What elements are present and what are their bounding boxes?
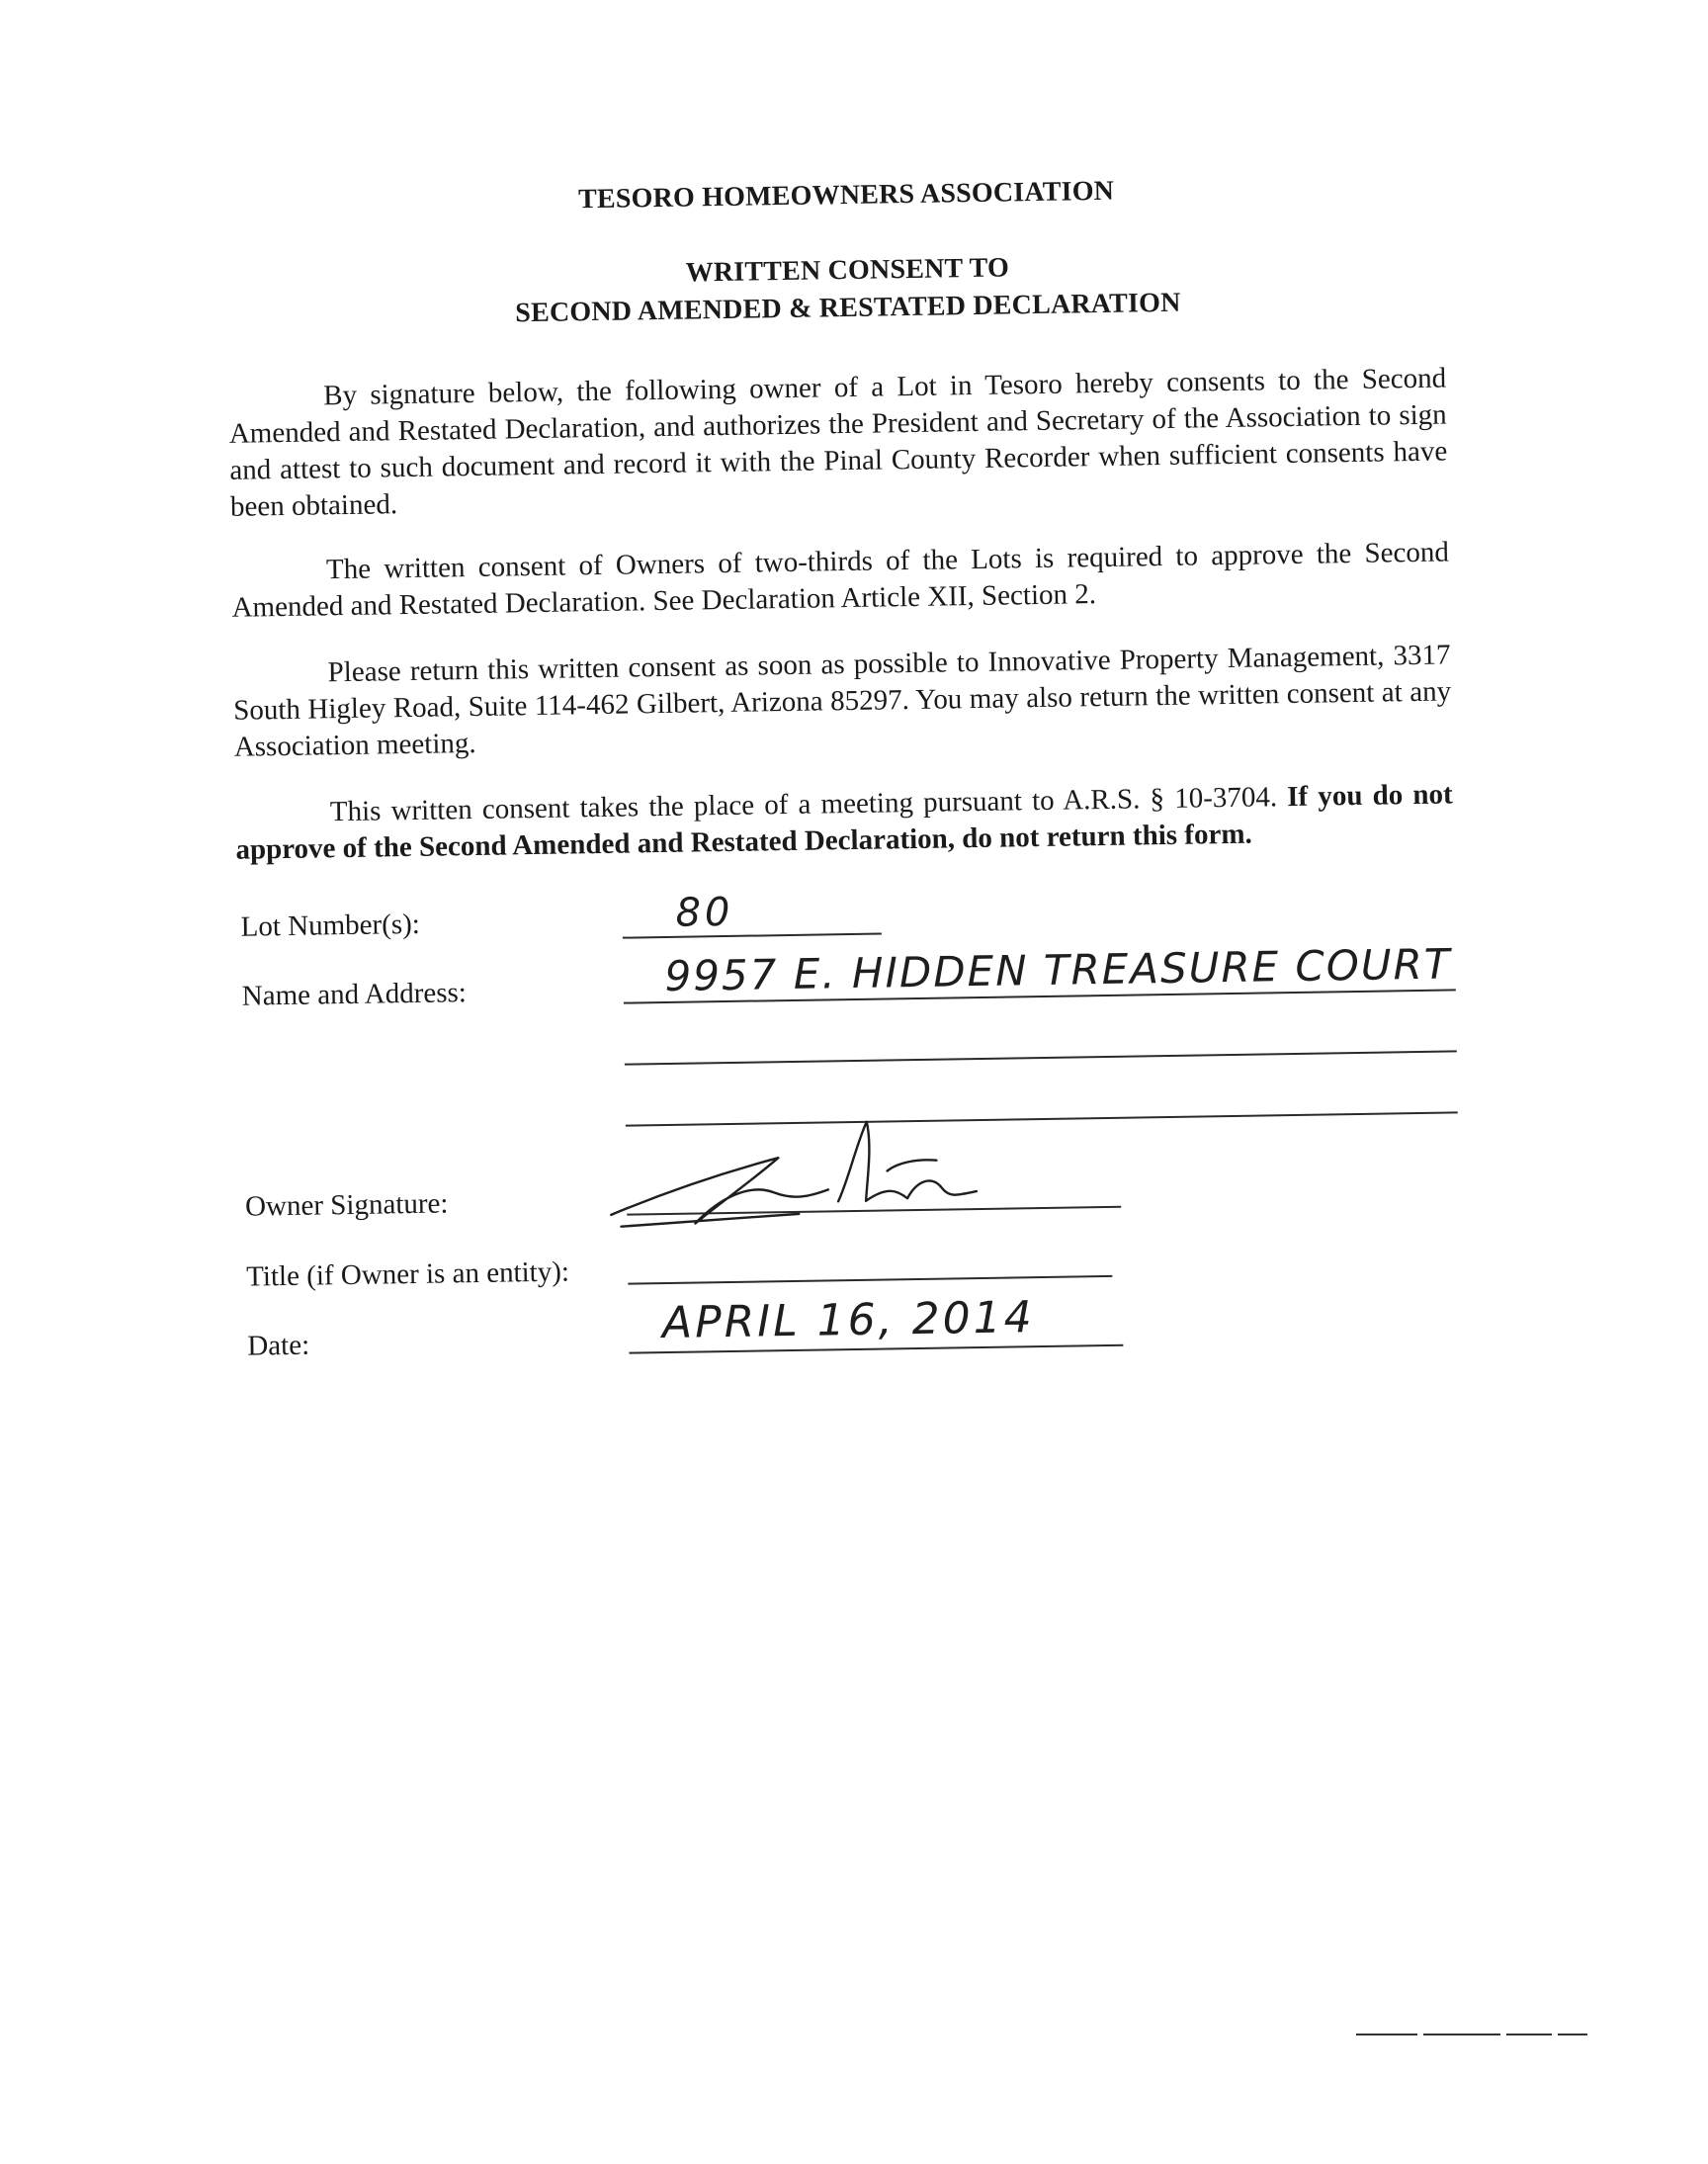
- consent-paragraph: By signature below, the following owner of a Lot in Tesoro hereby consents to the Second Amended and Restated Declaration, and authorizes the President and Secretary of the Association to sign and attest to such document and record it with the Pinal County Recorder when sufficient consents have been obtained.: [228, 362, 1448, 523]
- date-value: APRIL 16, 2014: [661, 1292, 1035, 1349]
- owner-signature-image: [600, 1098, 1136, 1235]
- title-label: Title (if Owner is an entity):: [245, 1255, 570, 1293]
- return-instructions-paragraph: Please return this written consent as soon as possible to Innovative Property Management, 3317 South Higley Road, Suite 114-462 Gilbert, Arizona 85297. You may also return the written consent at any Association meeting.: [232, 639, 1452, 763]
- meeting-notice-text: This written consent takes the place of a meeting pursuant to A.R.S. § 10-3704.: [329, 781, 1288, 828]
- do-not-return-warning: If you do not approve of the Second Amended and Restated Declaration, do not return this form.: [235, 778, 1453, 866]
- footer-dash-1: [1356, 2034, 1417, 2035]
- footer-dash-4: [1558, 2034, 1587, 2035]
- title-line: [628, 1275, 1112, 1285]
- approval-requirement-paragraph: The written consent of Owners of two-thirds of the Lots is required to approve the Second Amended and Restated Declaration. See Declaration Article XII, Section 2.: [231, 536, 1450, 624]
- lot-number-label: Lot Number(s):: [240, 908, 421, 943]
- footer-dash-2: [1423, 2034, 1500, 2035]
- form-title-line1: WRITTEN CONSENT TO: [685, 252, 1010, 289]
- footer-dash-3: [1506, 2034, 1552, 2035]
- name-address-line-2: [625, 1050, 1457, 1065]
- lot-number-value: 80: [675, 889, 734, 936]
- owner-signature-label: Owner Signature:: [244, 1187, 449, 1223]
- form-title-line2: SECOND AMENDED & RESTATED DECLARATION: [515, 287, 1181, 329]
- name-address-value: 9957 E. HIDDEN TREASURE COURT: [664, 939, 1452, 1000]
- association-name: TESORO HOMEOWNERS ASSOCIATION: [577, 175, 1115, 216]
- lot-number-line: [623, 933, 882, 939]
- name-address-label: Name and Address:: [241, 977, 468, 1012]
- meeting-notice-paragraph: [235, 776, 1454, 868]
- date-label: Date:: [247, 1329, 310, 1362]
